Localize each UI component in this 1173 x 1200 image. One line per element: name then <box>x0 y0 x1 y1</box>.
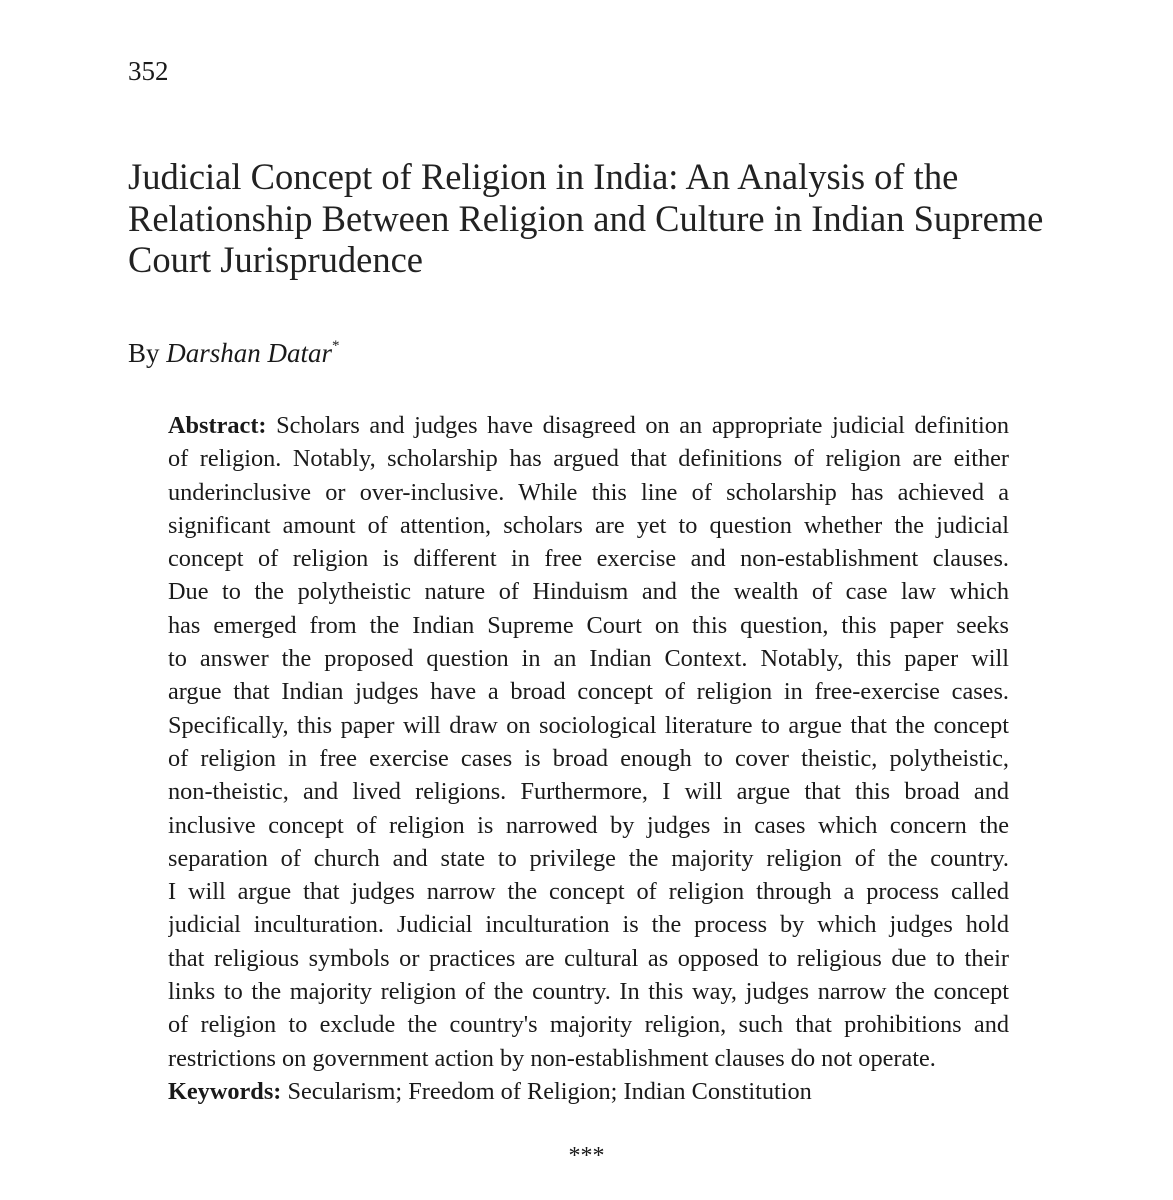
title-line: Relationship Between Religion and Culture in Indian Supreme <box>128 197 1044 239</box>
abstract-line: Specifically, this paper will draw on sociological literature to argue that the concept <box>168 711 1009 739</box>
abstract-line: separation of church and state to privilege the majority religion of the country. <box>168 844 1009 872</box>
abstract-line: has emerged from the Indian Supreme Court on this question, this paper seeks <box>168 611 1009 639</box>
abstract-line: significant amount of attention, scholars are yet to question whether the judicial <box>168 511 1009 539</box>
keywords-line <box>168 1075 1009 1108</box>
abstract-line: I will argue that judges narrow the concept of religion through a process called <box>168 878 1009 906</box>
abstract-line: of religion. Notably, scholarship has argued that definitions of religion are either <box>168 445 1009 473</box>
abstract-line: links to the majority religion of the country. In this way, judges narrow the concept <box>168 978 1009 1006</box>
abstract-line: Due to the polytheistic nature of Hinduism and the wealth of case law which <box>168 578 1009 606</box>
abstract-line: of religion in free exercise cases is broad enough to cover theistic, polytheistic, <box>168 744 1009 772</box>
byline-prefix: By <box>128 338 160 368</box>
byline <box>128 336 340 370</box>
author-name: Darshan Datar <box>166 338 333 368</box>
abstract-line: argue that Indian judges have a broad concept of religion in free-exercise cases. <box>168 678 1009 706</box>
title-line: Judicial Concept of Religion in India: An Analysis of the <box>128 156 959 197</box>
section-separator: *** <box>568 1143 605 1169</box>
title-line: Court Jurisprudence <box>128 239 423 280</box>
abstract-line: Abstract: Scholars and judges have disagreed on an appropriate judicial definition <box>168 412 1009 439</box>
keywords-text: Secularism; Freedom of Religion; Indian Constitution <box>287 1077 812 1105</box>
abstract-line: underinclusive or over-inclusive. While this line of scholarship has achieved a <box>168 478 1009 506</box>
abstract <box>168 409 1009 1108</box>
abstract-line: of religion to exclude the country's majority religion, such that prohibitions and <box>168 1011 1009 1039</box>
abstract-label: Abstract: <box>168 412 267 439</box>
abstract-line: restrictions on government action by non-establishment clauses do not operate. <box>168 1044 936 1072</box>
abstract-line: concept of religion is different in free exercise and non-establishment clauses. <box>168 545 1009 573</box>
abstract-line: to answer the proposed question in an Indian Context. Notably, this paper will <box>168 645 1009 673</box>
article-title <box>128 156 1068 281</box>
author-footnote-mark[interactable]: * <box>332 338 340 354</box>
abstract-line: judicial inculturation. Judicial inculturation is the process by which judges hold <box>168 911 1009 939</box>
abstract-line: inclusive concept of religion is narrowed by judges in cases which concern the <box>168 811 1009 839</box>
abstract-line: non-theistic, and lived religions. Furthermore, I will argue that this broad and <box>168 778 1009 806</box>
page-number: 352 <box>128 56 169 86</box>
keywords-label: Keywords: <box>168 1077 282 1105</box>
abstract-line: that religious symbols or practices are cultural as opposed to religious due to their <box>168 944 1009 972</box>
